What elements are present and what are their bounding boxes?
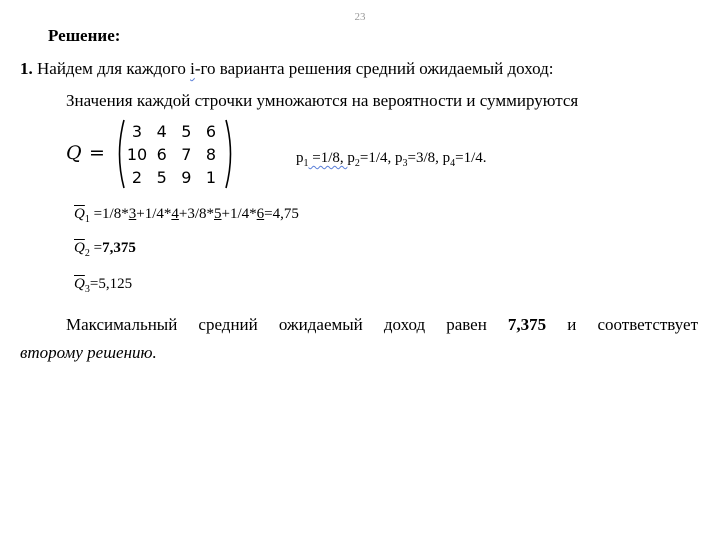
probability-subscript: 3	[402, 158, 408, 169]
q1-expression-part: +1/4*	[221, 206, 257, 222]
q1-row-value: 6	[256, 206, 265, 222]
matrix-cell: 8	[205, 145, 217, 164]
probability-symbol: p	[442, 150, 451, 166]
page-number: 23	[354, 11, 366, 23]
q1-symbol: $\overline{Q}$	[74, 206, 85, 222]
step-number: 1.	[20, 59, 33, 78]
probability-symbol: p	[347, 150, 355, 166]
q1-subscript: 1	[84, 214, 90, 225]
q3-symbol: $\overline{Q}$	[74, 276, 85, 292]
matrix-row	[126, 143, 222, 166]
step-one-paragraph	[20, 59, 553, 79]
q1-expression-part: +3/8*	[178, 206, 215, 222]
matrix-cell: 10	[126, 145, 148, 164]
matrix-cell: 4	[156, 122, 167, 141]
q1-row-value: 5	[214, 206, 222, 222]
conclusion-text-before: Максимальный средний ожидаемый доход равен	[66, 315, 508, 334]
matrix-cell: 6	[205, 122, 217, 141]
conclusion-paragraph	[20, 311, 698, 367]
matrix-row	[126, 120, 222, 143]
explanation-text: Значения каждой строчки умножаются на вероятности и суммируются	[66, 91, 579, 110]
q2-prefix: =	[89, 240, 103, 256]
q2-value: 7,375	[102, 240, 136, 256]
q1-expression-part: +1/4*	[136, 206, 172, 222]
conclusion-text-after: и соответствует	[546, 315, 698, 334]
probability-item	[442, 150, 487, 169]
conclusion-max-value: 7,375	[507, 315, 547, 334]
step-index-variable: i	[190, 59, 195, 78]
q3-prefix: =	[89, 276, 99, 292]
matrix-grid	[126, 120, 222, 189]
matrix-cell: 9	[181, 168, 192, 187]
probability-symbol: p	[296, 150, 304, 166]
probabilities-line	[296, 150, 487, 169]
probability-subscript: 2	[354, 158, 360, 169]
probability-value: =3/8,	[407, 150, 443, 166]
q3-value: 5,125	[98, 276, 133, 292]
conclusion-line	[20, 311, 698, 339]
probability-item	[347, 150, 396, 169]
matrix-row	[126, 166, 222, 189]
conclusion-italic-line: второму решению.	[20, 343, 157, 362]
probability-item	[296, 150, 348, 169]
step-text-before: Найдем для каждого	[32, 59, 191, 78]
probability-symbol: p	[395, 150, 403, 166]
q2-subscript: 2	[84, 248, 90, 259]
q1-row-value: 4	[171, 206, 179, 222]
step-text-after: -го варианта решения средний ожидаемый доход:	[194, 59, 554, 78]
matrix-cell: 1	[205, 168, 217, 187]
probability-value: =1/4,	[359, 150, 396, 166]
q3-subscript: 3	[84, 284, 90, 295]
q2-symbol: $\overline{Q}$	[74, 240, 85, 256]
matrix-cell: 5	[181, 122, 192, 141]
payoff-matrix-equation	[66, 118, 266, 190]
probability-item	[395, 150, 443, 169]
right-parenthesis	[224, 118, 236, 190]
probability-value: =1/8,	[308, 150, 348, 166]
solution-heading: Решение:	[48, 26, 121, 45]
matrix-cell: 3	[131, 122, 143, 141]
expected-value-q2	[74, 240, 136, 259]
matrix-cell: 2	[131, 168, 143, 187]
probability-value: =1/4.	[455, 150, 487, 166]
q1-expression-part: =4,75	[264, 206, 299, 222]
matrix-cell: 5	[156, 168, 167, 187]
expected-value-q3	[74, 276, 132, 295]
equals-sign: =	[89, 142, 105, 164]
q1-expression-part: =1/8*	[89, 206, 129, 222]
probability-subscript: 1	[303, 158, 309, 169]
left-parenthesis	[114, 118, 126, 190]
q1-row-value: 3	[128, 206, 137, 222]
matrix-cell: 6	[156, 145, 167, 164]
matrix-cell: 7	[181, 145, 192, 164]
matrix-symbol: Q	[66, 142, 82, 164]
expected-value-q1	[74, 206, 299, 225]
probability-subscript: 4	[450, 158, 456, 169]
